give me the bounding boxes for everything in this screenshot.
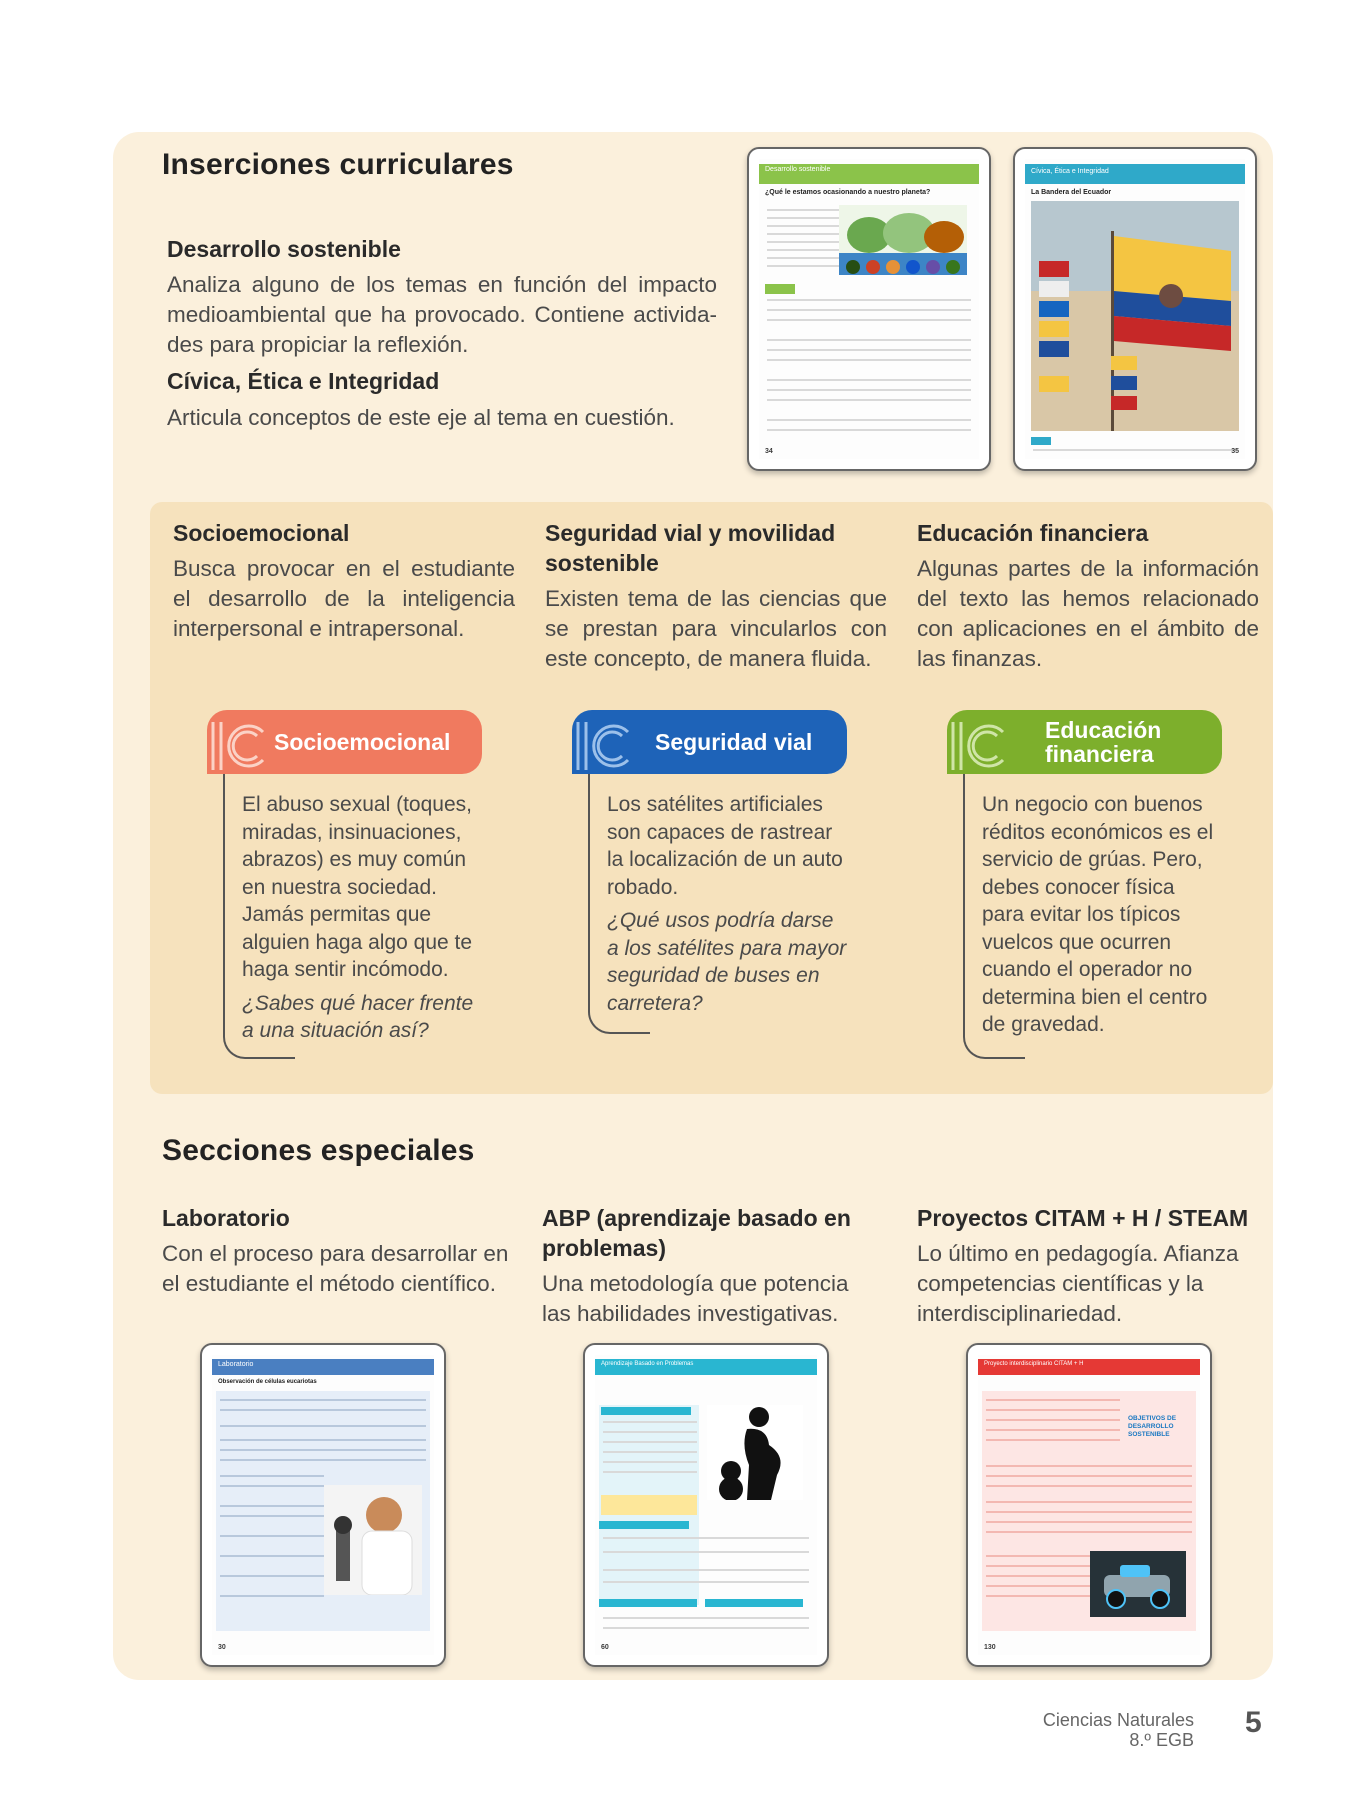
seguridad-text: Existen tema de las ciencias que se prestan para vincularlos con este concepto, de manera fluida. <box>545 586 887 671</box>
thumb-citam-header: Proyecto interdisciplinario CITAM + H <box>984 1361 1084 1367</box>
ic-logo-icon <box>947 716 1009 776</box>
inserciones-title: Inserciones curriculares <box>162 148 514 181</box>
financiera-heading: Educación financiera <box>917 520 1149 546</box>
financiera-text: Algunas partes de la información del texto las hemos relacionado con aplicaciones en el ámbito de las finanzas. <box>917 556 1259 671</box>
thumb-citam-logo: OBJETIVOS DE DESARROLLO SOSTENIBLE <box>1128 1415 1177 1438</box>
laboratorio-text: Con el proceso para desarrollar en el estudiante el método científico. <box>162 1241 509 1296</box>
ic-question: ¿Qué usos podría darse a los satélites para mayor seguridad de buses en carretera? <box>607 909 847 1015</box>
thumb-right-header: Cívica, Ética e Integridad <box>1031 168 1109 175</box>
ic-body-text: Los satélites artificiales son capaces de rastrear la localización de un auto robado. <box>607 793 843 899</box>
thumb-right-title: La Bandera del Ecuador <box>1031 189 1112 196</box>
abp-text: Una metodología que potencia las habilidades investigativas. <box>542 1271 849 1326</box>
socioemocional-text: Busca provocar en el estudiante el desarrollo de la inteligencia interpersonal e intrapersonal. <box>173 556 515 641</box>
laboratorio-heading: Laboratorio <box>162 1205 290 1231</box>
civica-heading: Cívica, Ética e Integridad <box>167 368 440 394</box>
ic-tab-label: Educación financiera <box>1045 717 1162 767</box>
seguridad-heading: Seguridad vial y movilidad sostenible <box>545 520 836 576</box>
civica-text: Articula conceptos de este eje al tema en cuestión. <box>167 405 675 430</box>
ic-tab-label: Seguridad vial <box>655 729 813 755</box>
thumb-citam-page: 130 <box>984 1644 996 1651</box>
especiales-title: Secciones especiales <box>162 1134 475 1167</box>
ic-body-text: El abuso sexual (toques, miradas, insinuaciones, abrazos) es muy común en nuestra sociedad. Jamás permitas que alguien haga algo que te haga sentir incómodo. <box>242 793 473 981</box>
footer-grade: 8.º EGB <box>1129 1730 1194 1750</box>
pregnant-silhouette-image <box>707 1405 803 1500</box>
ic-card-financiera-text <box>982 791 1222 1039</box>
ic-body-text: Un negocio con buenos réditos económicos es el servicio de grúas. Pero, debes conocer física para evitar los típicos vuelcos que ocurren cuando el operador no determina bien el centro de gravedad. <box>982 793 1214 1036</box>
thumb-left-page: 34 <box>765 448 773 455</box>
ic-card-seguridad-text <box>607 791 847 1017</box>
abp-book-thumbnail <box>583 1343 829 1667</box>
ic-logo-icon <box>207 716 269 776</box>
scientist-photo <box>324 1485 422 1595</box>
footer-subject-name: Ciencias Naturales <box>1042 1710 1194 1730</box>
robot-car-image <box>1090 1551 1186 1617</box>
thumb-abp-header: Aprendizaje Basado en Problemas <box>601 1361 694 1367</box>
abp-heading: ABP (aprendizaje basado en problemas) <box>542 1205 851 1261</box>
thumb-left-header: Desarrollo sostenible <box>765 166 831 173</box>
thumb-lab-header: Laboratorio <box>218 1361 254 1368</box>
ic-card-socioemocional-text <box>242 791 482 1045</box>
desarrollo-text: Analiza alguno de los temas en función del impacto medioambiental que ha provocado. Contiene actividades para propiciar la reflexión. <box>167 272 717 357</box>
landscape-illustration <box>839 205 967 275</box>
ic-tab-label: Socioemocional <box>274 729 451 755</box>
citam-book-thumbnail <box>966 1343 1212 1667</box>
socioemocional-heading: Socioemocional <box>173 520 350 546</box>
civica-book-thumbnail <box>1013 147 1257 471</box>
desarrollo-book-thumbnail <box>747 147 991 471</box>
thumb-lab-page: 30 <box>218 1644 226 1651</box>
thumb-left-question: ¿Qué le estamos ocasionando a nuestro planeta? <box>765 189 931 196</box>
citam-heading: Proyectos CITAM + H / STEAM <box>917 1205 1249 1231</box>
ic-logo-icon <box>572 716 634 776</box>
footer-subject <box>1043 1710 1194 1750</box>
thumb-right-page: 35 <box>1231 448 1239 455</box>
thumb-abp-page: 60 <box>601 1644 609 1651</box>
laboratorio-book-thumbnail <box>200 1343 446 1667</box>
ecuador-flag-illustration <box>1031 201 1239 431</box>
thumb-lab-subtitle: Observación de células eucariotas <box>218 1379 317 1385</box>
ic-question: ¿Sabes qué hacer frente a una situación así? <box>242 991 474 1042</box>
desarrollo-heading: Desarrollo sostenible <box>167 236 401 262</box>
page-number: 5 <box>1245 1706 1262 1739</box>
citam-text: Lo último en pedagogía. Afianza competencias científicas y la interdisciplinariedad. <box>917 1241 1239 1326</box>
